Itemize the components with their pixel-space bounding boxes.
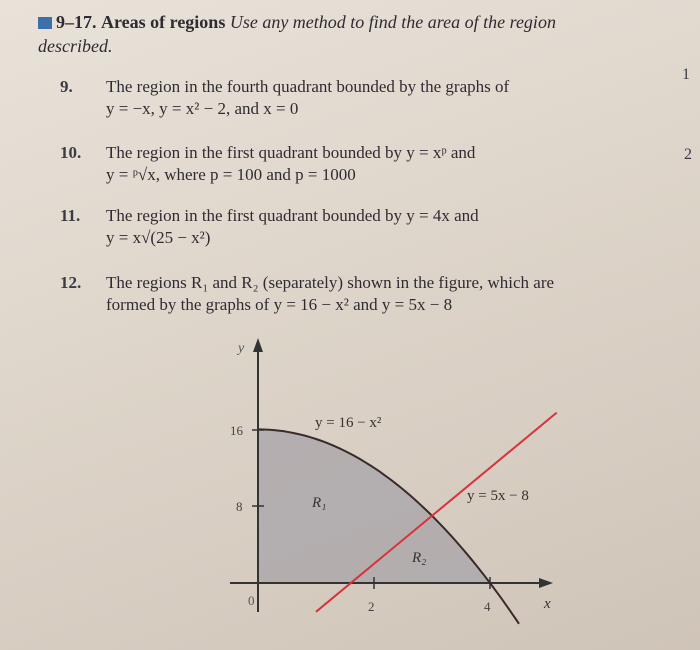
problem-number: 11.	[60, 206, 81, 225]
x-axis-arrow-icon	[539, 578, 553, 588]
header-range: 9–17.	[56, 12, 97, 32]
header-title: Areas of regions	[101, 12, 226, 32]
line-label: y = 5x − 8	[467, 488, 529, 504]
edge-number: 2	[684, 146, 692, 163]
region-r2-label: R₂	[412, 550, 427, 566]
problem-number: 9.	[60, 77, 73, 96]
x-tick-2-label: 2	[368, 599, 375, 614]
x-tick-0-label: 0	[248, 593, 255, 608]
x-tick-4-label: 4	[484, 599, 491, 614]
region-r1-label: R₁	[312, 495, 327, 511]
y-tick-16-label: 16	[230, 423, 243, 438]
problem-text-line2: formed by the graphs of y = 16 − x² and y = 5x − 8	[106, 295, 453, 314]
problem-number: 12.	[60, 273, 82, 292]
problem-text-line1: The region in the first quadrant bounded by y = 4x and	[106, 206, 479, 225]
y-axis-arrow-icon	[253, 338, 263, 352]
header-instruction-cont: described.	[38, 36, 113, 56]
header-instruction: Use any method to find the area of the region	[229, 12, 556, 32]
problem-text-line2: y = x√(25 − x²)	[106, 228, 211, 247]
problem-text-line2: y = ᵖ√x, where p = 100 and p = 1000	[106, 165, 356, 184]
problem-text-line2: y = −x, y = x² − 2, and x = 0	[106, 99, 299, 118]
curve-label: y = 16 − x²	[315, 415, 382, 431]
problem-text-line1: The region in the first quadrant bounded by y = xᵖ and	[106, 143, 476, 162]
problem-text-line1: The region in the fourth quadrant bounded by the graphs of	[106, 77, 510, 96]
y-tick-8-label: 8	[236, 499, 243, 514]
edge-number: 1	[682, 66, 690, 83]
problem-text-line1: The regions R₁ and R₂ (separately) shown in the figure, which are	[106, 273, 555, 292]
y-axis-label: y	[238, 341, 245, 356]
x-axis-label: x	[544, 596, 551, 612]
problem-number: 10.	[60, 143, 82, 162]
